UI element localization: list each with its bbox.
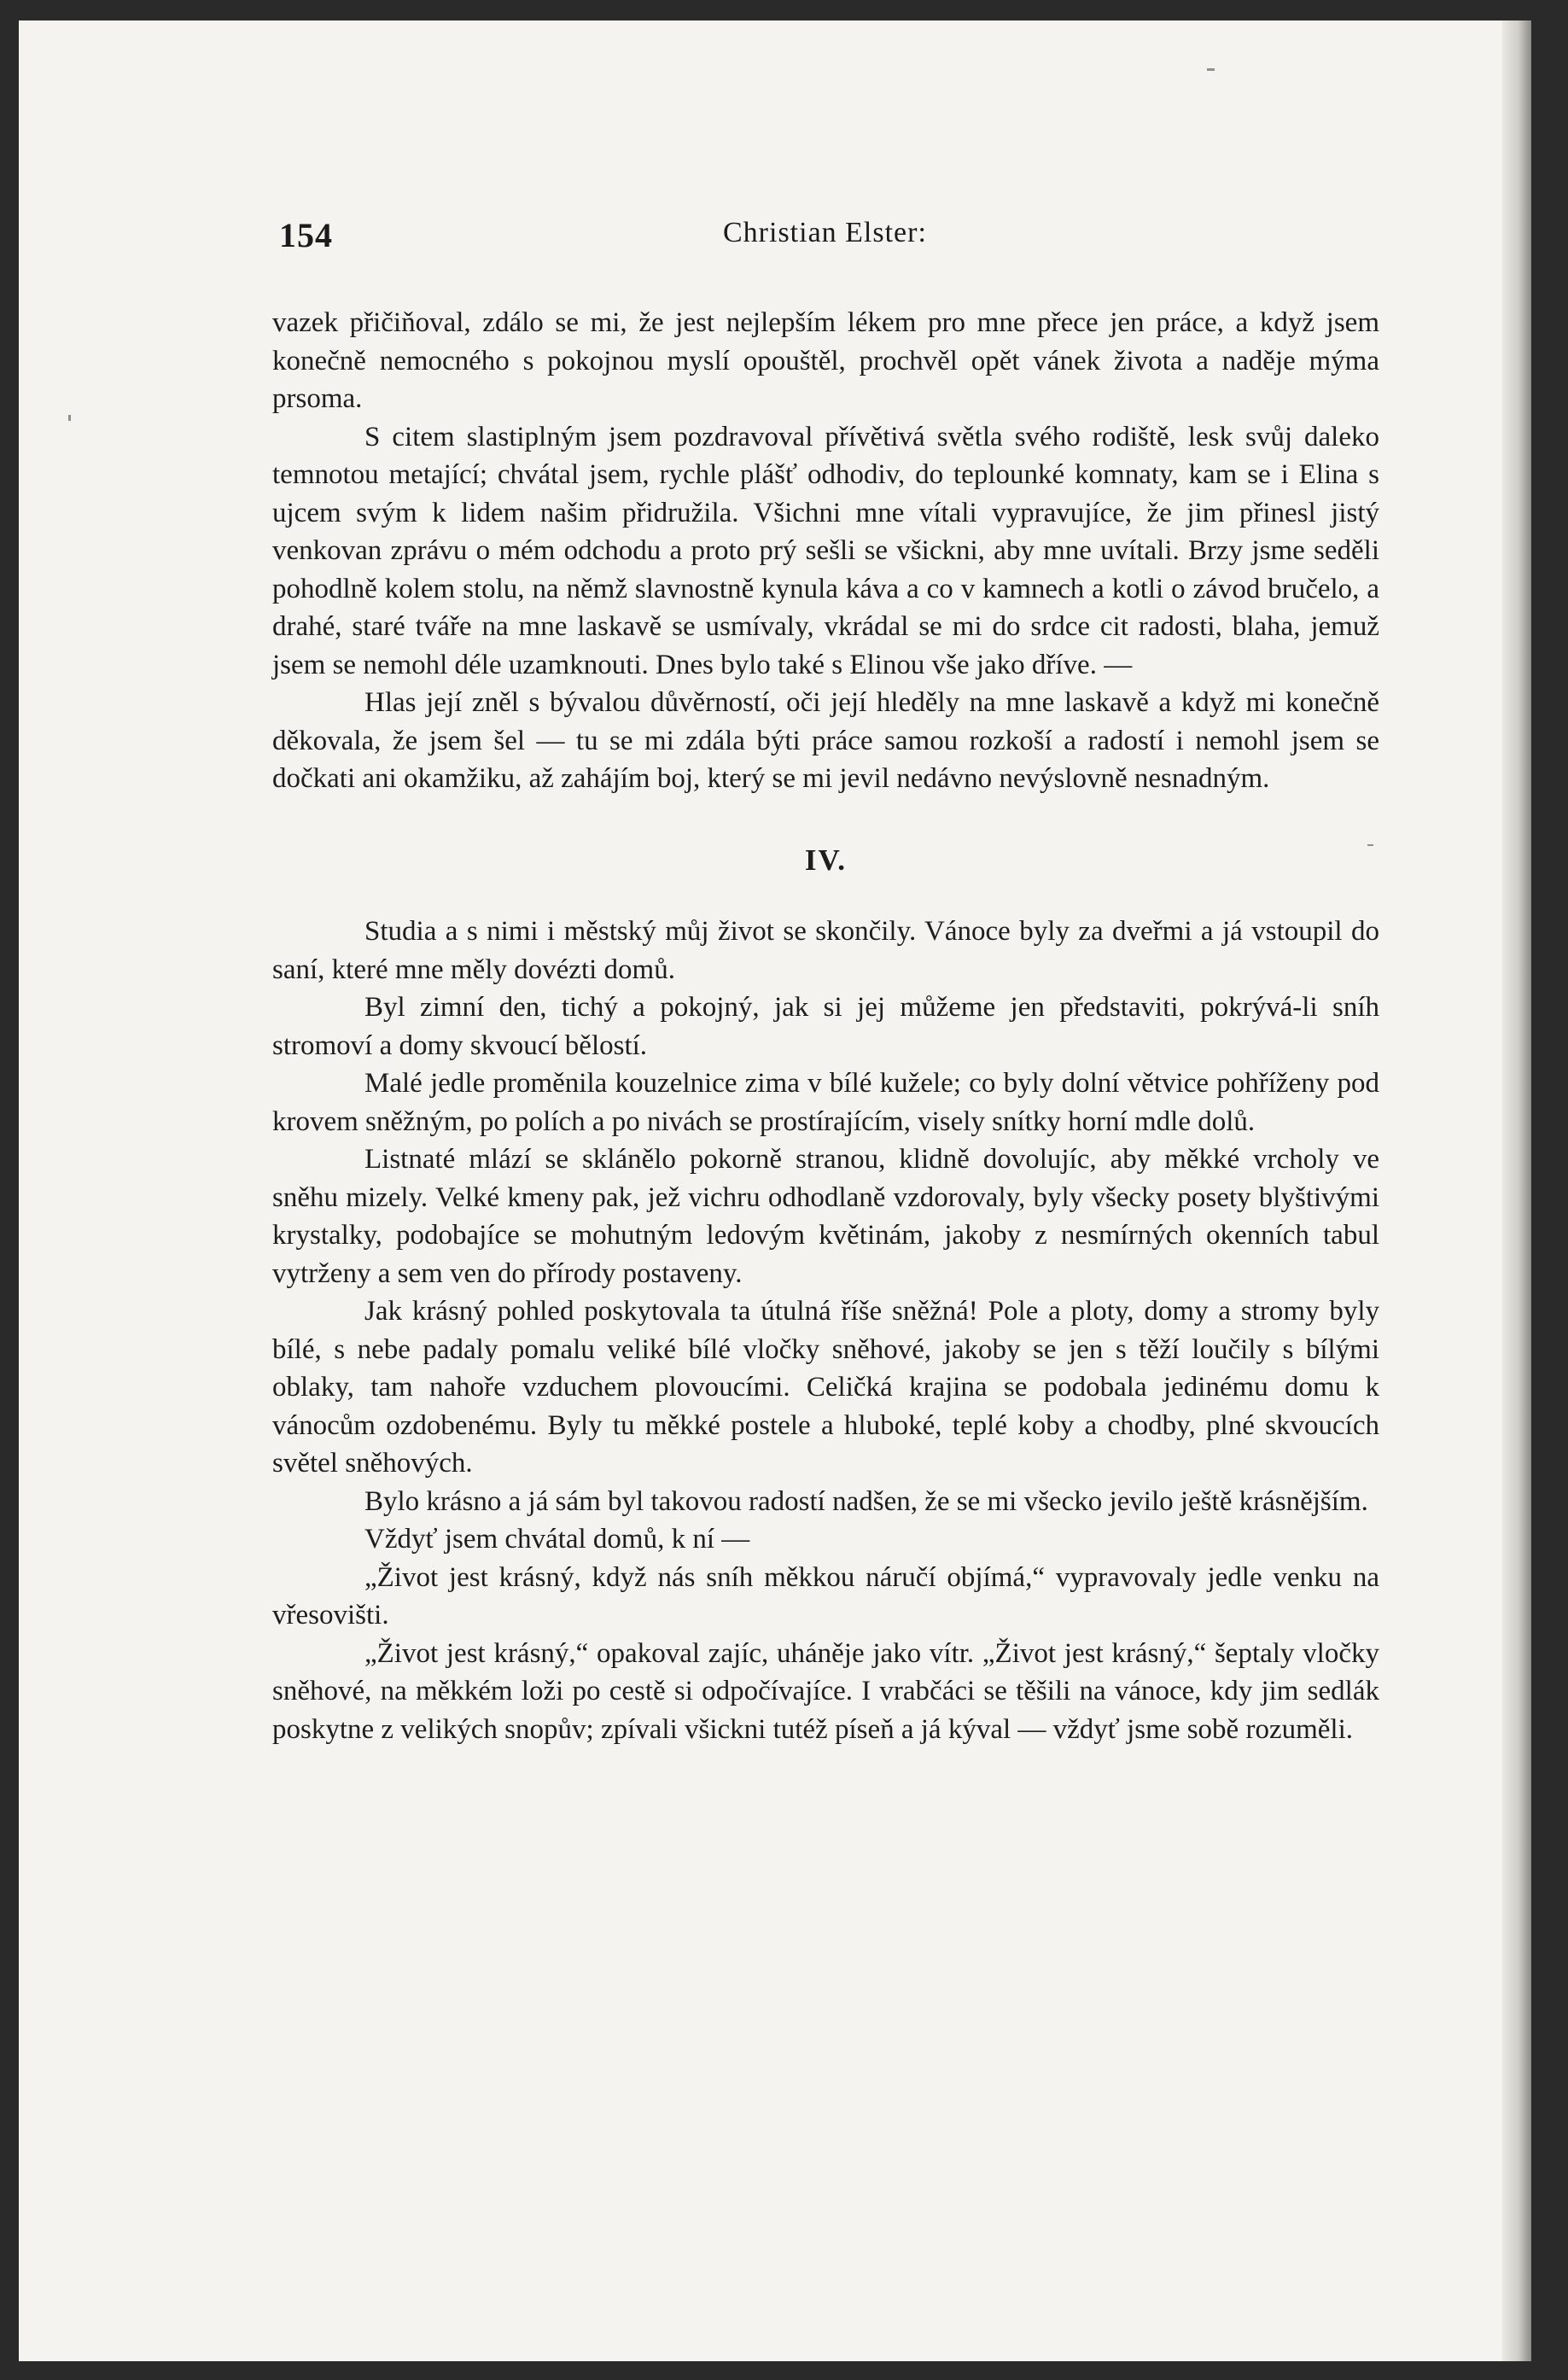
paragraph: Listnaté mlází se sklánělo pokorně stranou, klidně dovolujíc, aby měkké vrcholy ve sněhu mizely. Velké kmeny pak, jež vichru odhodlaně vzdorovaly, byly všecky posety blyštivými krystalky, podobajíce se mohutným ledovým květinám, jakoby z nesmírných okenních tabul vytrženy a sem ven do přírody postaveny.: [272, 1144, 1379, 1289]
paragraph: Malé jedle proměnila kouzelnice zima v bílé kužele; co byly dolní větvice pohříženy pod krovem sněžným, po polích a po nivách se prostírajícím, visely snítky horní mdle dolů.: [272, 1068, 1379, 1137]
body-text: [272, 304, 1379, 1748]
paragraph: S citem slastiplným jsem pozdravoval přívětivá světla svého rodiště, lesk svůj daleko temnotou metající; chvátal jsem, rychle plášť odhodiv, do teplounké komnaty, kam se i Elina s ujcem svým k lidem našim přidružila. Všichni mne vítali vypravujíce, že jim přinesl jistý venkovan zprávu o mém odchodu a proto prý sešli se všickni, aby mne uvítali. Brzy jsme seděli pohodlně kolem stolu, na němž slavnostně kynula káva a co v kamnech a kotli o závod bručelo, a drahé, staré tváře na mne laskavě se usmívaly, vkrádal se mi do srdce cit radosti, blaha, jemuž jsem se nemohl déle uzamknouti. Dnes bylo také s Elinou vše jako dříve. —: [272, 421, 1379, 680]
paragraph: Studia a s nimi i městský můj život se skončily. Vánoce byly za dveřmi a já vstoupil do saní, které mne měly dovézti domů.: [272, 916, 1379, 985]
page-edge-shadow: [1502, 20, 1531, 2361]
paragraph: Vždyť jsem chvátal domů, k ní —: [364, 1524, 750, 1555]
book-page: [19, 20, 1531, 2361]
running-title: Christian Elster:: [723, 217, 927, 248]
paragraph: Hlas její zněl s bývalou důvěrností, oči její hleděly na mne laskavě a když mi konečně děkovala, že jsem šel — tu se mi zdála býti práce samou rozkoší a radostí i nemohl jsem se dočkati ani okamžiku, až zahájím boj, který se mi jevil nedávno nevýslovně nesnadným.: [272, 687, 1379, 794]
paragraph: „Život jest krásný,“ opakoval zajíc, uháněje jako vítr. „Život jest krásný,“ šeptaly vločky sněhové, na měkkém loži po cestě si odpočívajíce. I vrabčáci se těšili na vánoce, kdy jim sedlák poskytne z velikých snopův; zpívali všickni tutéž píseň a já kýval — vždyť jsme sobě rozuměli.: [272, 1637, 1379, 1745]
paragraph: Bylo krásno a já sám byl takovou radostí nadšen, že se mi všecko jevilo ještě krásnějším.: [364, 1485, 1368, 1517]
running-head: [279, 205, 1380, 256]
page-number: 154: [279, 216, 333, 254]
scan-mark-top: [1207, 68, 1215, 71]
paragraph: „Život jest krásný, když nás sníh měkkou náručí objímá,“ vypravovaly jedle venku na vřesovišti.: [272, 1561, 1379, 1630]
paragraph: vazek přičiňoval, zdálo se mi, že jest nejlepším lékem pro mne přece jen práce, a když jsem konečně nemocného s pokojnou myslí opouštěl, prochvěl opět vánek života a naděje mýma prsoma.: [272, 307, 1379, 414]
section-heading: IV.: [804, 843, 848, 877]
paragraph: Byl zimní den, tichý a pokojný, jak si jej můžeme jen představiti, pokrývá-li sníh stromoví a domy skvoucí bělostí.: [272, 992, 1379, 1061]
scan-mark-left: [68, 415, 71, 421]
paragraph: Jak krásný pohled poskytovala ta útulná říše sněžná! Pole a ploty, domy a stromy byly bílé, s nebe padaly pomalu veliké bílé vločky sněhové, jakoby se jen s těží loučily s bílými oblaky, tam nahoře vzduchem plovoucími. Celičká krajina se podobala jedinému domu k vánocům ozdobenému. Byly tu měkké postele a hluboké, teplé koby a chodby, plné skvoucích světel sněhových.: [272, 1296, 1379, 1479]
